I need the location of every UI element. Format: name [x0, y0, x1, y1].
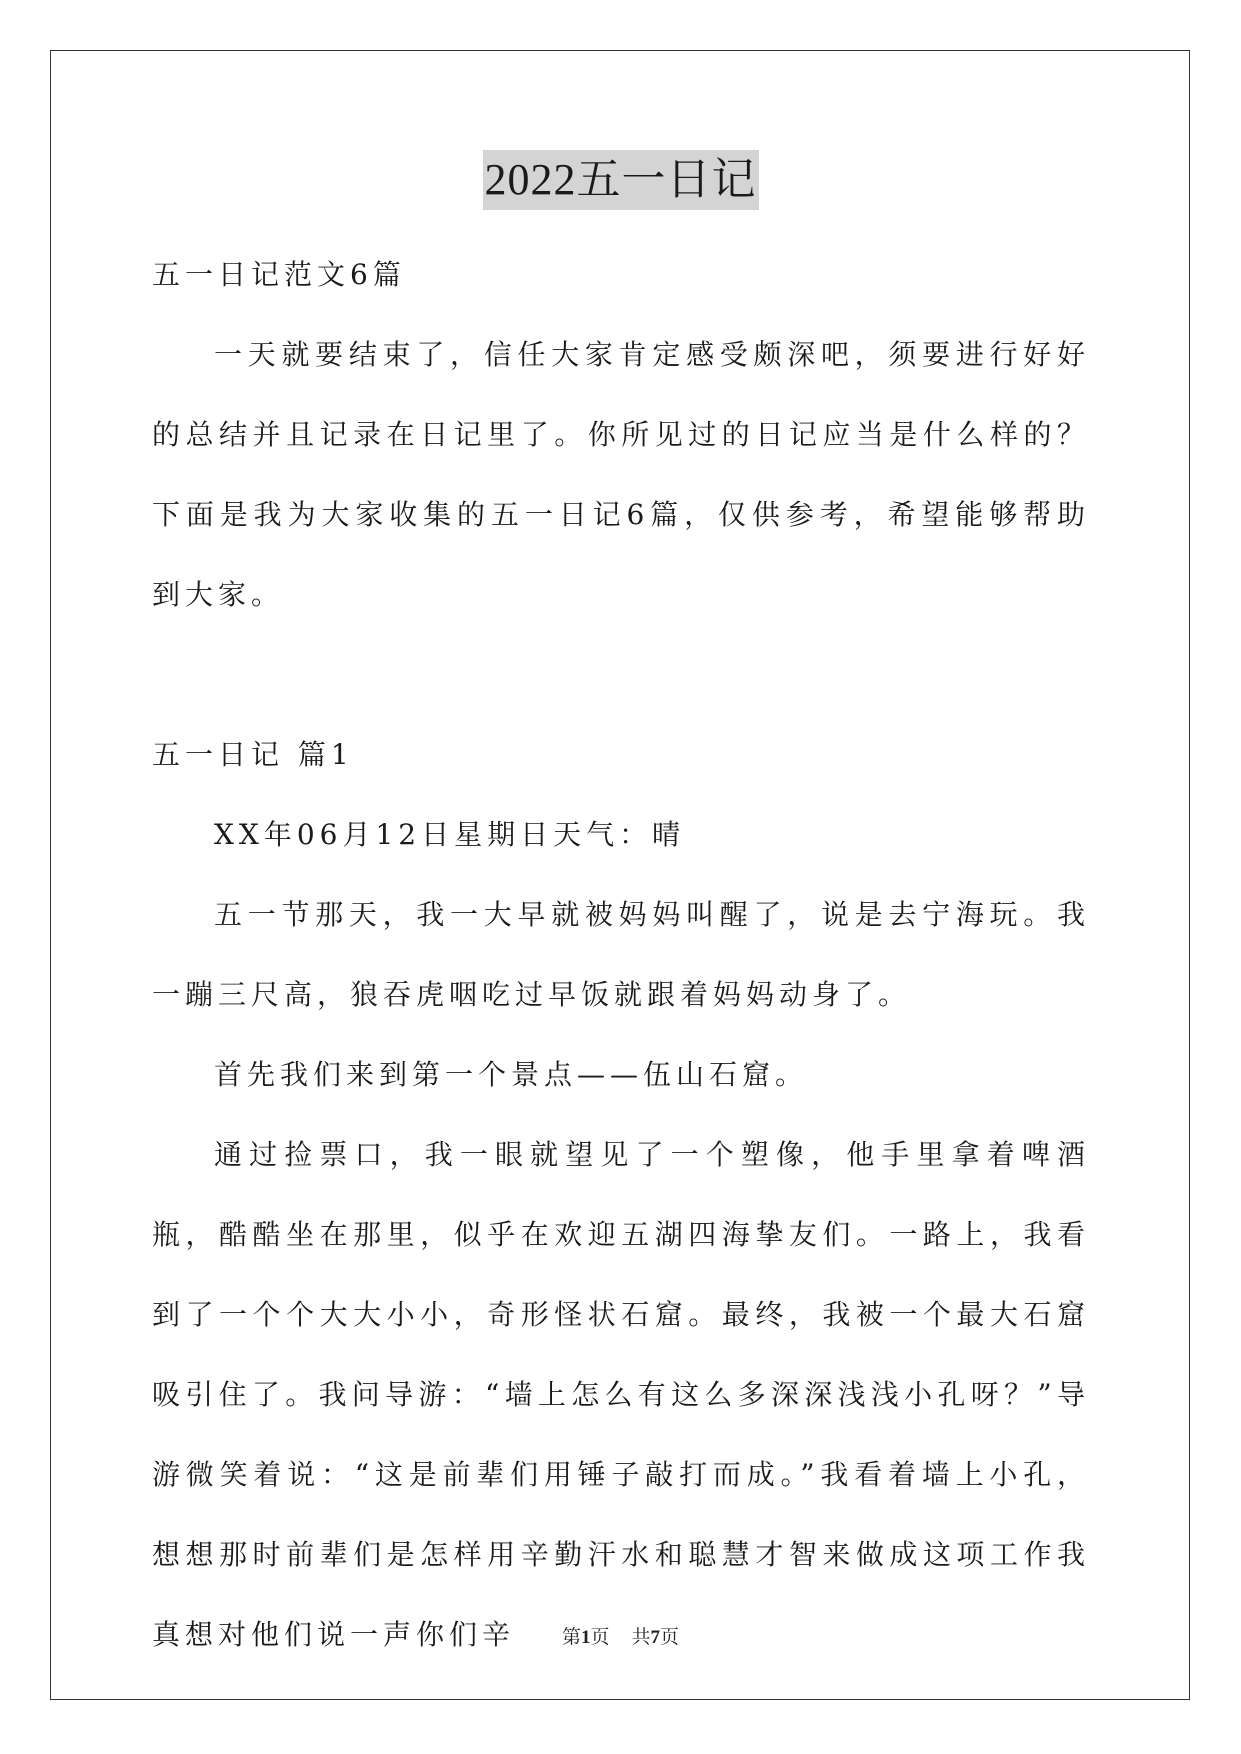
page-prefix: 第: [561, 1627, 581, 1648]
title-area: [0, 150, 1241, 210]
body-paragraph: 首先我们来到第一个景点——伍山石窟。: [214, 1058, 809, 1091]
section-spacer: [152, 635, 1090, 715]
page-suffix: 页: [590, 1627, 610, 1648]
document-body: [152, 235, 1090, 1675]
body-paragraph: 通过捡票口，我一眼就望见了一个塑像，他手里拿着啤酒瓶，酷酷坐在那里，似乎在欢迎五湖四海挚友们。一路上，我看到了一个个大大小小，奇形怪状石窟。最终，我被一个最大石窟吸引住了。我问导游：“墙上怎么有这么多深深浅浅小孔呀？”导游微笑着说：“这是前辈们用锤子敲打而成。”我看着墙上小孔，想想那时前辈们是怎样用辛勤汗水和聪慧才智来做成这项工作我真想对他们说一声你们辛: [152, 1138, 1090, 1651]
section-heading: 五一日记 篇1: [152, 738, 354, 771]
body-paragraph: 五一节那天，我一大早就被妈妈叫醒了，说是去宁海玩。我一蹦三尺高，狼吞虎咽吃过早饭就跟着妈妈动身了。: [152, 898, 1090, 1011]
total-pages: 7: [650, 1627, 661, 1648]
total-suffix: 页: [660, 1627, 680, 1648]
intro-paragraph: 一天就要结束了，信任大家肯定感受颇深吧，须要进行好好的总结并且记录在日记里了。你所见过的日记应当是什么样的？下面是我为大家收集的五一日记6篇，仅供参考，希望能够帮助到大家。: [152, 338, 1090, 611]
page-number: 1: [580, 1627, 591, 1648]
page-footer: [0, 1622, 1241, 1649]
total-prefix: 共: [631, 1627, 651, 1648]
document-title: 2022五一日记: [483, 150, 759, 210]
document-subtitle: 五一日记范文6篇: [152, 258, 406, 291]
date-line: XX年06月12日星期日天气：晴: [214, 818, 686, 851]
